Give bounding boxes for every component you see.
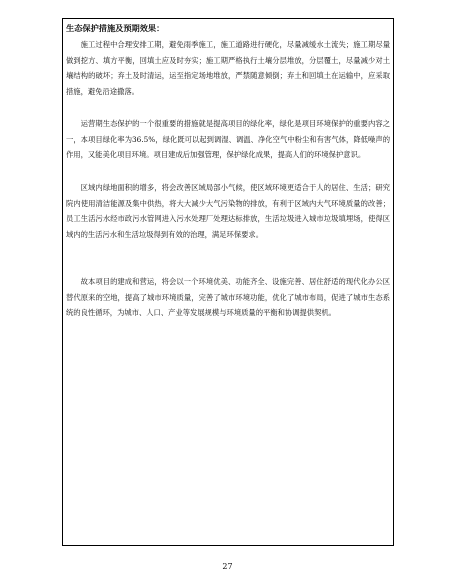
paragraph-construction-measures: 施工过程中合理安排工期，避免雨季施工，施工道路进行硬化，尽量减缓水土流失；施工期尽量做到挖方、填方平衡，回填土应及时夯实；施工期严格执行土壤分层堆放，分层覆土，尽量减少对土壤结构的破坏；弃土及时清运，运至指定场地堆放，严禁随意倾倒；弃土和回填土在运输中，应采取措施，避免沿途撒落。	[66, 40, 390, 96]
page-number: 27	[222, 562, 233, 571]
paragraph-operation-greening: 运营期生态保护的一个很重要的措施就是提高项目的绿化率，绿化是项目环境保护的重要内容之一，本项目绿化率为36.5%，绿化既可以起到调湿、调温、净化空气中粉尘和有害气体，降低噪声的作用，又能美化项目环境。项目建成后加强管理，保护绿化成果，提高人们的环境保护意识。	[66, 119, 390, 160]
paragraph-conclusion: 故本项目的建成和营运，将会以一个环境优美、功能齐全、设施完善、居住舒适的现代化办公区替代原来的空地，提高了城市环境质量，完善了城市环境功能，优化了城市布局，促进了城市生态系统的良性循环，为城市、人口、产业等发展规模与环境质量的平衡和协调提供契机。	[66, 277, 390, 318]
paragraph-regional-environment: 区域内绿地面积的增多，将会改善区域局部小气候，使区域环境更适合于人的居住、生活；研究院内使用清洁能源及集中供热，将大大减少大气污染物的排放，有利于区域内大气环境质量的改善；员工生活污水经市政污水管网进入污水处理厂处理达标排放，生活垃圾进入城市垃圾填埋场，使得区域内的生活污水和生活垃圾得到有效的治理，满足环保要求。	[66, 183, 390, 239]
section-heading: 生态保护措施及预期效果：	[66, 23, 165, 33]
